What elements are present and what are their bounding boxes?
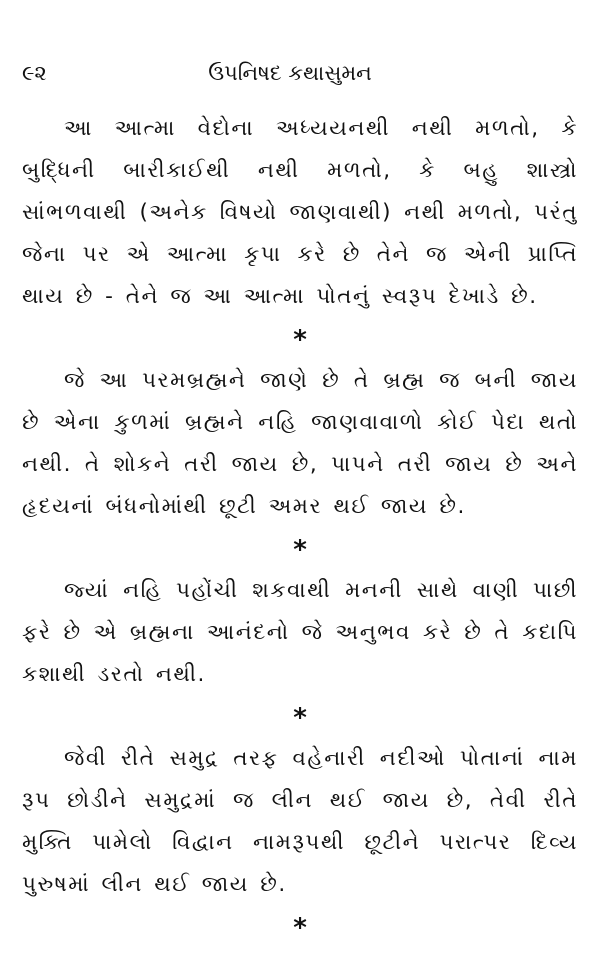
paragraph-1: આ આત્મા વેદોના અધ્યયનથી નથી મળતો, કે બુદ્ધિની બારીકાઈથી નથી મળતો, કે બહુ શાસ્ત્રો સાંભળવાથી (અનેક વિષયો જાણવાથી) નથી મળતો, પરંતુ જેના પર એ આત્મા કૃપા કરે છે તેને જ એની પ્રાપ્તિ થાય છે - તેને જ આ આત્મા પોતનું સ્વરૂપ દેખાડે છે. (22, 116, 578, 309)
page-body (22, 108, 578, 948)
running-title: ઉપનિષદ કથાસુમન (208, 61, 372, 85)
separator-3: * (293, 703, 307, 733)
page-number: ૯૨ (22, 61, 47, 85)
paragraph-2: જે આ પરમબ્રહ્મને જાણે છે તે બ્રહ્મ જ બની જાય છે એના કુળમાં બ્રહ્મને નહિ જાણવાવાળો કોઈ પેદા થતો નથી. તે શોકને તરી જાય છે, પાપને તરી જાય છે અને હૃદયનાં બંધનોમાંથી છૂટી અમર થઈ જાય છે. (22, 368, 578, 519)
paragraph-4: જેવી રીતે સમુદ્ર તરફ વહેનારી નદીઓ પોતાનાં નામ રૂપ છોડીને સમુદ્રમાં જ લીન થઈ જાય છે, તેવી રીતે મુક્તિ પામેલો વિદ્વાન નામરૂપથી છૂટીને પરાત્પર દિવ્ય પુરુષમાં લીન થઈ જાય છે. (22, 746, 578, 897)
page-header (0, 58, 600, 88)
separator-2: * (293, 535, 307, 565)
separator-4: * (293, 913, 307, 943)
paragraph-3: જ્યાં નહિ પહોંચી શકવાથી મનની સાથે વાણી પાછી ફરે છે એ બ્રહ્મના આનંદનો જે અનુભવ કરે છે તે કદાપિ કશાથી ડરતો નથી. (22, 578, 578, 687)
separator-1: * (293, 325, 307, 355)
